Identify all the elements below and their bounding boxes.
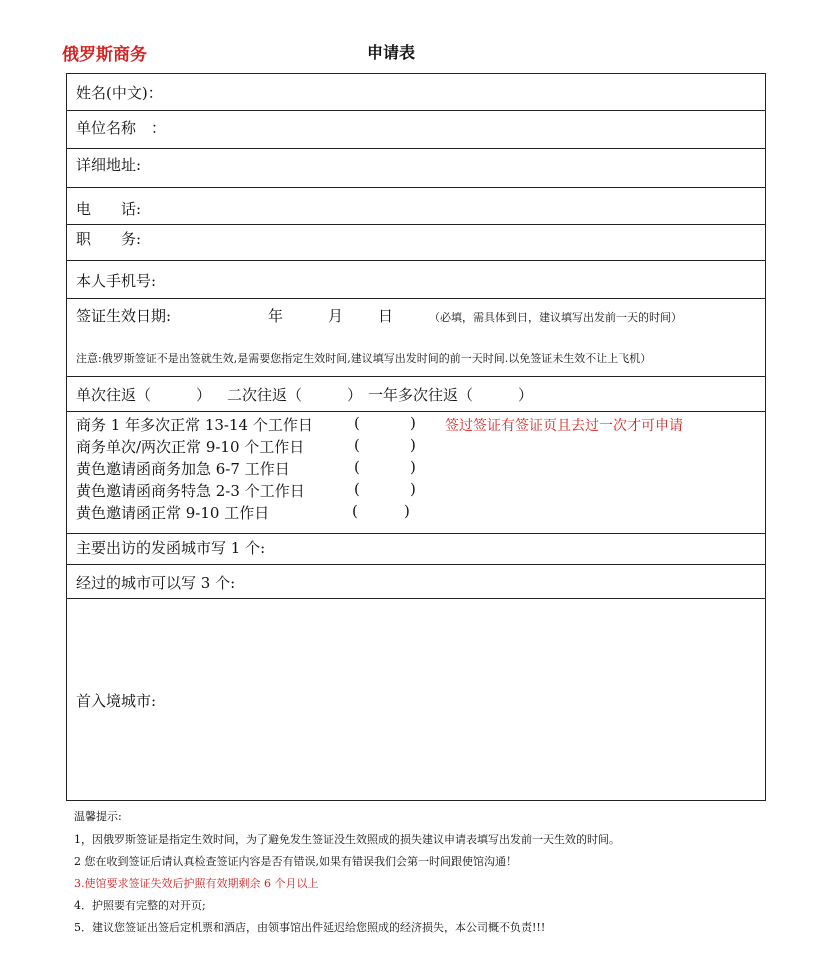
form-title: 申请表	[367, 43, 416, 62]
year-label: 年	[268, 307, 284, 325]
mobile-label: 本人手机号:	[76, 272, 157, 290]
double-entry-option[interactable]: 二次往返（ ）	[227, 386, 363, 404]
tip-item: 5．建议您签证出签后定机票和酒店，由领事馆出件延迟给您照成的经济损失，本公司概不负责!!!	[74, 921, 546, 934]
visa-type-paren-open[interactable]: (	[354, 458, 360, 476]
application-form	[66, 73, 766, 801]
entries-row[interactable]	[67, 377, 765, 412]
first-entry-label: 首入境城市:	[76, 692, 157, 710]
main-city-row[interactable]	[67, 534, 765, 565]
visa-date-row[interactable]	[67, 299, 765, 377]
visa-type-label: 黄色邀请函商务加急 6-7 工作日	[76, 460, 290, 478]
day-label: 日	[378, 307, 394, 325]
visa-type-paren-close[interactable]: )	[410, 436, 416, 454]
tip-item: 4．护照要有完整的对开页;	[74, 899, 206, 912]
position-row[interactable]	[67, 225, 765, 261]
visa-type-paren-close[interactable]: )	[410, 414, 416, 432]
visa-types-row	[67, 412, 765, 534]
visa-type-paren-open[interactable]: (	[354, 436, 360, 454]
tip-item: 1，因俄罗斯签证是指定生效时间，为了避免发生签证没生效照成的损失建议申请表填写出发前一天生效的时间。	[74, 833, 620, 846]
phone-label: 电 话:	[76, 200, 142, 218]
multi-entry-option[interactable]: 一年多次往返（ ）	[368, 386, 534, 404]
phone-row[interactable]	[67, 188, 765, 225]
position-label: 职 务:	[76, 230, 142, 248]
single-entry-option[interactable]: 单次往返（ ）	[76, 386, 212, 404]
brand-title: 俄罗斯商务	[62, 45, 147, 65]
month-label: 月	[328, 307, 344, 325]
company-row[interactable]	[67, 111, 765, 149]
address-label: 详细地址:	[76, 156, 142, 174]
visa-type-paren-open[interactable]: (	[354, 414, 360, 432]
visa-date-label: 签证生效日期:	[76, 307, 172, 325]
visa-type-note: 签过签证有签证页且去过一次才可申请	[445, 418, 683, 434]
passed-cities-label: 经过的城市可以写 3 个:	[76, 574, 236, 592]
first-entry-row[interactable]	[67, 599, 765, 800]
passed-cities-row[interactable]	[67, 565, 765, 599]
address-row[interactable]	[67, 149, 765, 188]
mobile-row[interactable]	[67, 261, 765, 299]
visa-date-hint: （必填，需具体到日，建议填写出发前一天的时间）	[429, 311, 682, 324]
visa-type-paren-close[interactable]: )	[410, 480, 416, 498]
visa-type-label: 黄色邀请函正常 9-10 工作日	[76, 504, 270, 522]
company-label: 单位名称 ：	[76, 119, 167, 137]
tip-item: 3.使馆要求签证失效后护照有效期剩余 6 个月以上	[74, 877, 319, 890]
visa-type-paren-close[interactable]: )	[410, 458, 416, 476]
tips-heading: 温馨提示:	[74, 810, 122, 823]
name-label: 姓名(中文)：	[76, 84, 163, 102]
tip-item: 2 您在收到签证后请认真检查签证内容是否有错误,如果有错误我们会第一时间跟使馆沟通！	[74, 855, 517, 868]
visa-type-paren-open[interactable]: (	[354, 480, 360, 498]
visa-type-paren-open[interactable]: (	[352, 502, 358, 520]
name-row[interactable]	[67, 74, 765, 111]
visa-type-paren-close[interactable]: )	[404, 502, 410, 520]
main-city-label: 主要出访的发函城市写 1 个:	[76, 539, 266, 557]
visa-type-label: 黄色邀请函商务特急 2-3 个工作日	[76, 482, 305, 500]
visa-notice: 注意:俄罗斯签证不是出签就生效,是需要您指定生效时间,建议填写出发时间的前一天时间.以免签证未生效不让上飞机）	[76, 352, 652, 365]
visa-type-label: 商务 1 年多次正常 13-14 个工作日	[76, 416, 313, 434]
visa-type-label: 商务单次/两次正常 9-10 个工作日	[76, 438, 305, 456]
